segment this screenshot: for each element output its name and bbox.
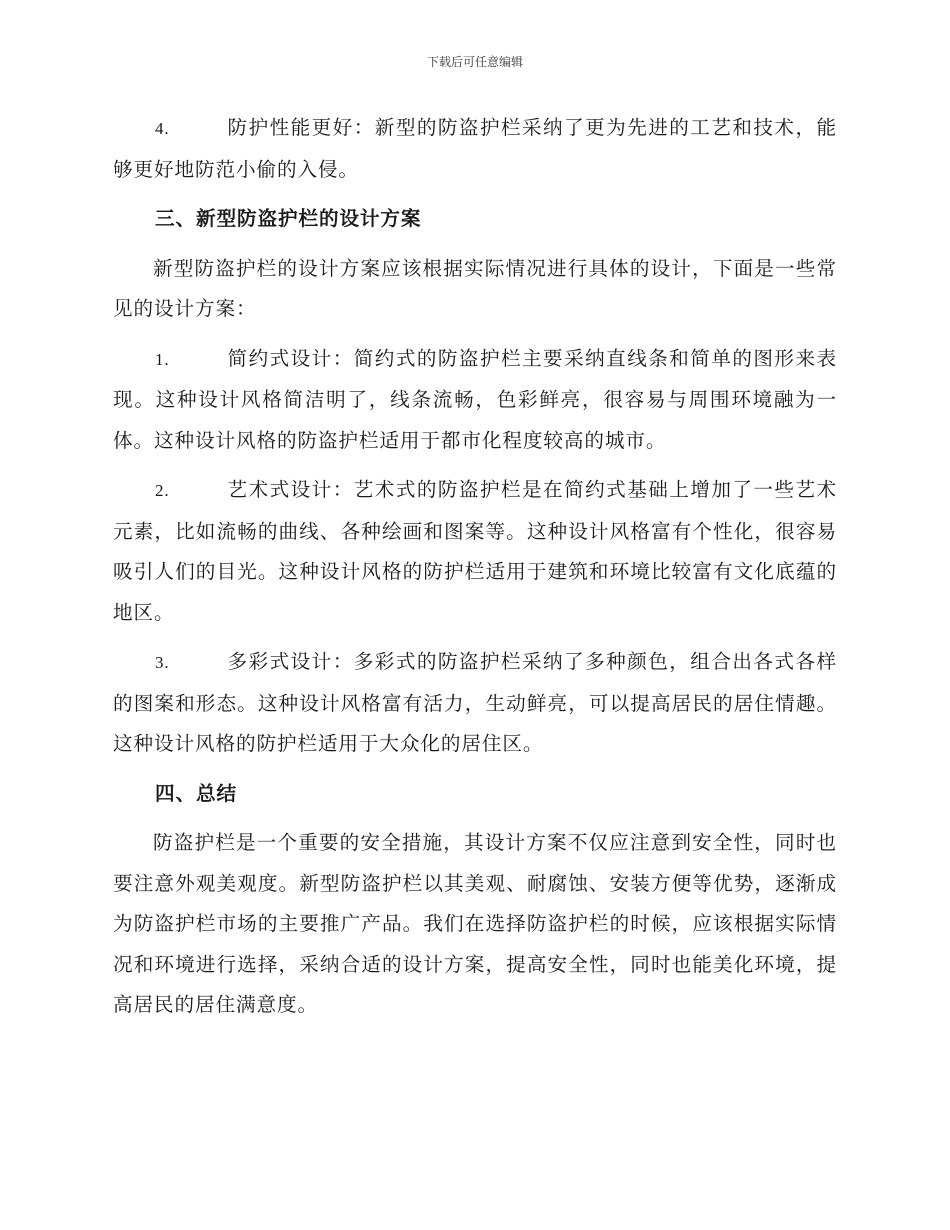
list-item-1	[113, 339, 837, 462]
list-item-3	[113, 642, 837, 765]
list-item-4	[113, 108, 837, 190]
list-item-text: 多彩式设计：多彩式的防盗护栏采纳了多种颜色，组合出各式各样的图案和形态。这种设计风格富有活力，生动鲜亮，可以提高居民的居住情趣。这种设计风格的防护栏适用于大众化的居住区。	[113, 650, 837, 755]
section-3-intro-paragraph: 新型防盗护栏的设计方案应该根据实际情况进行具体的设计，下面是一些常见的设计方案：	[113, 256, 837, 320]
list-item-text: 防护性能更好：新型的防盗护栏采纳了更为先进的工艺和技术，能够更好地防范小偷的入侵。	[113, 116, 837, 181]
page-header: 下载后可任意编辑	[426, 55, 523, 69]
list-item-text: 艺术式设计：艺术式的防盗护栏是在简约式基础上增加了一些艺术元素，比如流畅的曲线、各种绘画和图案等。这种设计风格富有个性化，很容易吸引人们的目光。这种设计风格的防护栏适用于建筑和环境比较富有文化底蕴的地区。	[113, 478, 837, 624]
list-item-text: 简约式设计：简约式的防盗护栏主要采纳直线条和简单的图形来表现。这种设计风格简洁明了，线条流畅，色彩鲜亮，很容易与周围环境融为一体。这种设计风格的防盗护栏适用于都市化程度较高的城市。	[113, 346, 837, 452]
section-heading-4: 四、总结	[155, 781, 237, 805]
list-item-2	[113, 470, 837, 633]
list-number: 3.	[155, 653, 170, 672]
list-number: 4.	[155, 119, 170, 138]
list-number: 2.	[155, 481, 170, 500]
document-body	[113, 108, 837, 1035]
section-heading-3: 三、新型防盗护栏的设计方案	[155, 207, 422, 230]
list-number: 1.	[155, 349, 170, 369]
summary-paragraph: 防盗护栏是一个重要的安全措施，其设计方案不仅应注意到安全性，同时也要注意外观美观度。新型防盗护栏以其美观、耐腐蚀、安装方便等优势，逐渐成为防盗护栏市场的主要推广产品。我们在选择防盗护栏的时候，应该根据实际情况和环境进行选择，采纳合适的设计方案，提高安全性，同时也能美化环境，提高居民的居住满意度。	[113, 831, 837, 1016]
